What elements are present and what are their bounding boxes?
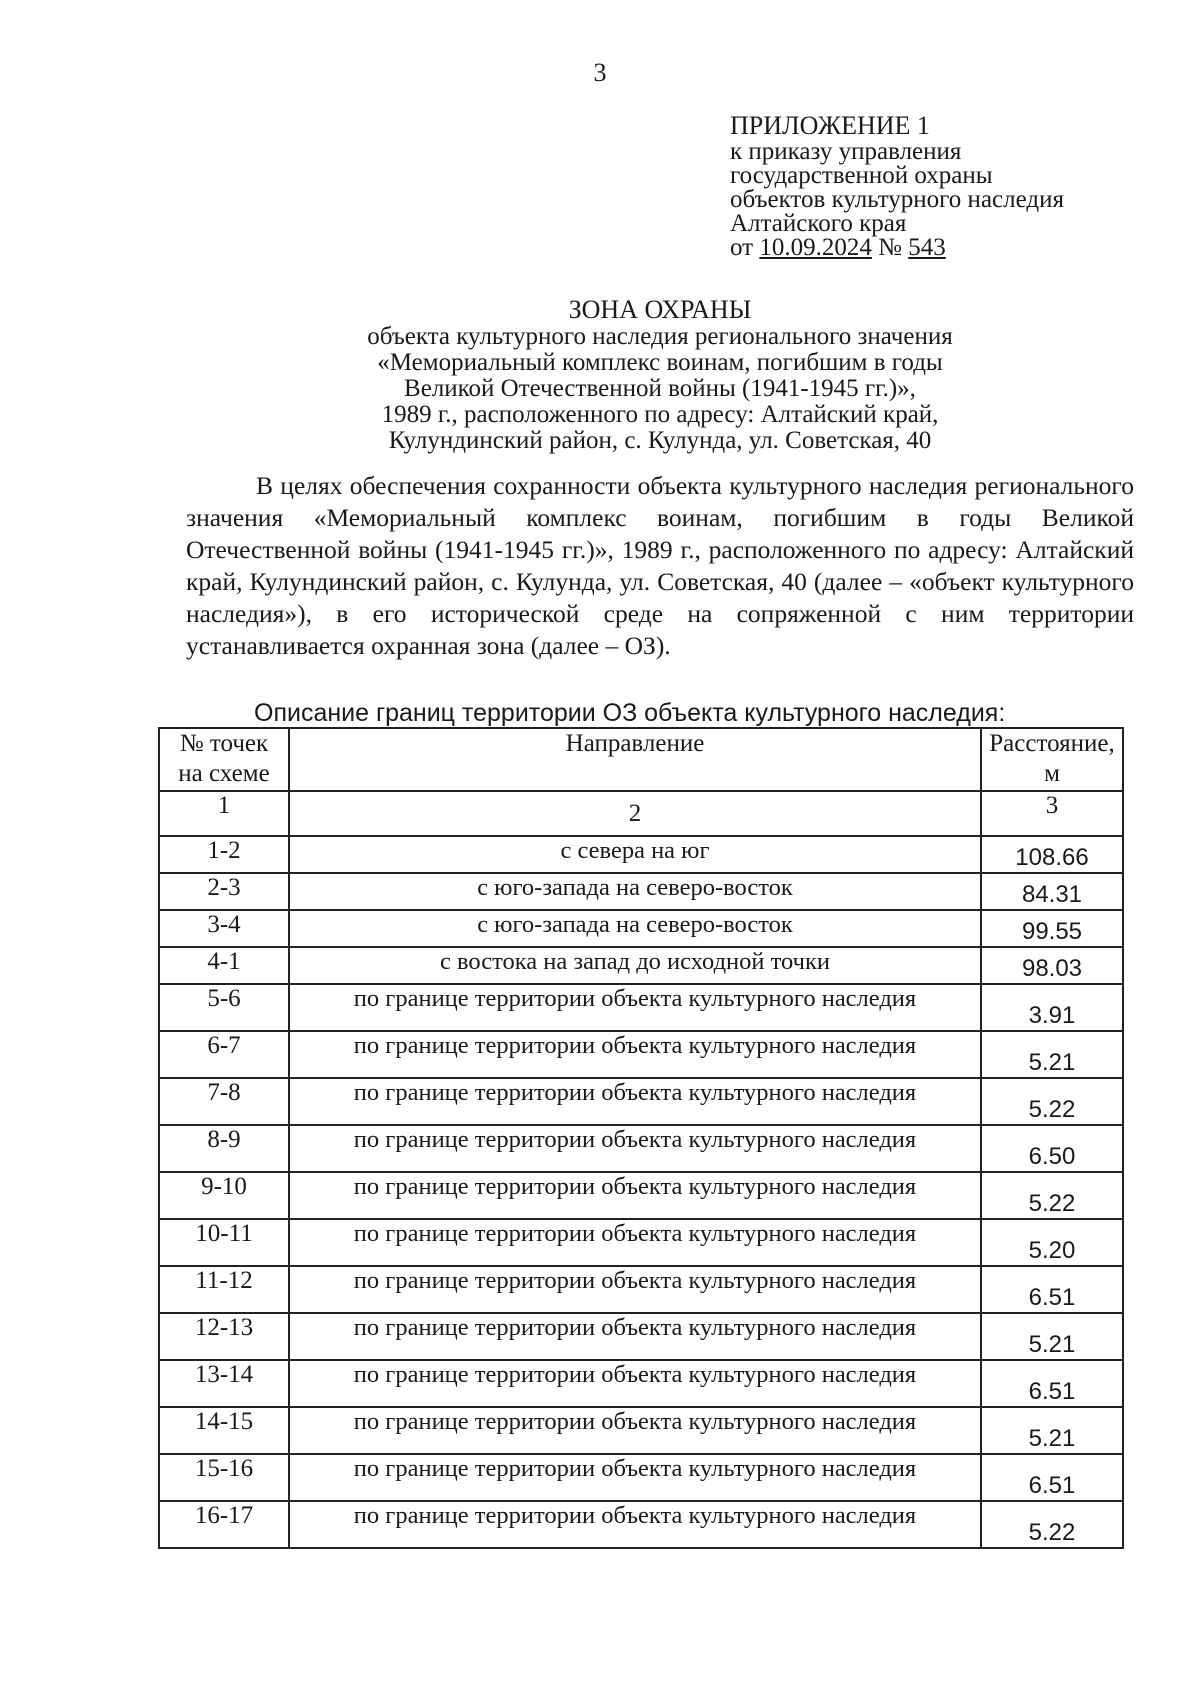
header-points-line1: № точек [179,730,269,757]
header-points [159,728,289,791]
cell-direction: по границе территории объекта культурного наследия [289,1360,981,1407]
cell-points: 14-15 [159,1407,289,1454]
heading-line: Великой Отечественной войны (1941-1945 гг.)», [404,375,916,402]
cell-points: 15-16 [159,1454,289,1501]
cell-direction: по границе территории объекта культурного наследия [289,1313,981,1360]
cell-direction: с юго-запада на северо-восток [289,873,981,910]
document-heading [260,296,1060,454]
cell-direction: с востока на запад до исходной точки [289,947,981,984]
cell-distance: 5.21 [981,1031,1123,1078]
cell-distance: 99.55 [981,910,1123,947]
table-header-row [159,728,1123,791]
heading-line: объекта культурного наследия регионального значения [367,323,953,350]
cell-points: 7-8 [159,1078,289,1125]
page-number: 3 [593,58,607,87]
cell-direction: по границе территории объекта культурного наследия [289,1125,981,1172]
cell-direction: по границе территории объекта культурного наследия [289,984,981,1031]
appendix-block [730,112,1064,260]
cell-direction: с юго-запада на северо-восток [289,910,981,947]
table-row [159,1454,1123,1501]
cell-direction: по границе территории объекта культурного наследия [289,1078,981,1125]
cell-distance: 5.22 [981,1078,1123,1125]
order-date: 10.09.2024 [759,234,872,261]
header-points-line2: на схеме [178,760,270,787]
cell-distance: 6.51 [981,1360,1123,1407]
cell-points: 4-1 [159,947,289,984]
boundary-table [158,727,1124,1549]
column-number: 3 [981,791,1123,836]
table-row [159,1078,1123,1125]
table-row [159,1501,1123,1548]
cell-points: 1-2 [159,836,289,873]
heading-line: Кулундинский район, с. Кулунда, ул. Советская, 40 [388,427,932,454]
cell-direction: по границе территории объекта культурного наследия [289,1172,981,1219]
cell-direction: по границе территории объекта культурного наследия [289,1266,981,1313]
cell-direction: по границе территории объекта культурного наследия [289,1407,981,1454]
cell-points: 5-6 [159,984,289,1031]
appendix-date-line [730,236,1064,260]
appendix-line: к приказу управления [730,138,962,165]
table-row [159,1172,1123,1219]
table-body [159,836,1123,1548]
table-row [159,836,1123,873]
table-row [159,1407,1123,1454]
appendix-line: государственной охраны [730,162,993,189]
cell-direction: по границе территории объекта культурного наследия [289,1031,981,1078]
table-row [159,910,1123,947]
cell-distance: 5.21 [981,1313,1123,1360]
body-paragraph: В целях обеспечения сохранности объекта культурного наследия регионального значения «Мемориальный комплекс воинам, погибшим в годы Великой Отечественной войны (1941-1945 гг.)», 1989 г., расположенного по адресу: Алтайский край, Кулундинский район, с. Кулунда, ул. Советская, 40 (далее – «объект культурного наследия»), в его исторической среде на сопряженной с ним территории устанавливается охранная зона (далее – ОЗ). [186,471,1134,660]
cell-points: 6-7 [159,1031,289,1078]
heading-line: 1989 г., расположенного по адресу: Алтайский край, [381,401,939,428]
header-direction: Направление [289,728,981,791]
table-row [159,984,1123,1031]
column-number: 2 [289,791,981,836]
header-distance-line2: м [1044,760,1060,787]
appendix-line: объектов культурного наследия [730,186,1064,213]
order-number: 543 [908,234,946,261]
cell-distance: 108.66 [981,836,1123,873]
column-number: 1 [159,791,289,836]
cell-points: 2-3 [159,873,289,910]
cell-distance: 6.51 [981,1454,1123,1501]
cell-points: 13-14 [159,1360,289,1407]
table-row [159,1266,1123,1313]
header-distance-line1: Расстояние, [989,730,1115,757]
cell-distance: 5.22 [981,1172,1123,1219]
cell-points: 3-4 [159,910,289,947]
column-number-row [159,791,1123,836]
heading-title: ЗОНА ОХРАНЫ [568,295,752,324]
appendix-title: ПРИЛОЖЕНИЕ 1 [730,111,930,140]
cell-distance: 3.91 [981,984,1123,1031]
heading-line: «Мемориальный комплекс воинам, погибшим в годы [377,349,943,376]
cell-points: 11-12 [159,1266,289,1313]
cell-direction: по границе территории объекта культурного наследия [289,1219,981,1266]
table-row [159,1360,1123,1407]
cell-distance: 84.31 [981,873,1123,910]
table-row [159,1125,1123,1172]
header-distance [981,728,1123,791]
date-prefix: от [730,234,754,261]
table-row [159,1219,1123,1266]
number-sign: № [878,234,902,261]
cell-points: 12-13 [159,1313,289,1360]
cell-distance: 6.51 [981,1266,1123,1313]
cell-distance: 98.03 [981,947,1123,984]
cell-direction: по границе территории объекта культурного наследия [289,1501,981,1548]
cell-points: 9-10 [159,1172,289,1219]
cell-distance: 5.22 [981,1501,1123,1548]
table-caption: Описание границ территории ОЗ объекта культурного наследия: [254,699,1006,727]
table-row [159,1031,1123,1078]
cell-direction: с севера на юг [289,836,981,873]
cell-distance: 6.50 [981,1125,1123,1172]
cell-points: 8-9 [159,1125,289,1172]
cell-distance: 5.21 [981,1407,1123,1454]
appendix-line: Алтайского края [730,210,907,237]
table-row [159,873,1123,910]
table-row [159,947,1123,984]
cell-points: 10-11 [159,1219,289,1266]
cell-direction: по границе территории объекта культурного наследия [289,1454,981,1501]
table-row [159,1313,1123,1360]
cell-distance: 5.20 [981,1219,1123,1266]
cell-points: 16-17 [159,1501,289,1548]
